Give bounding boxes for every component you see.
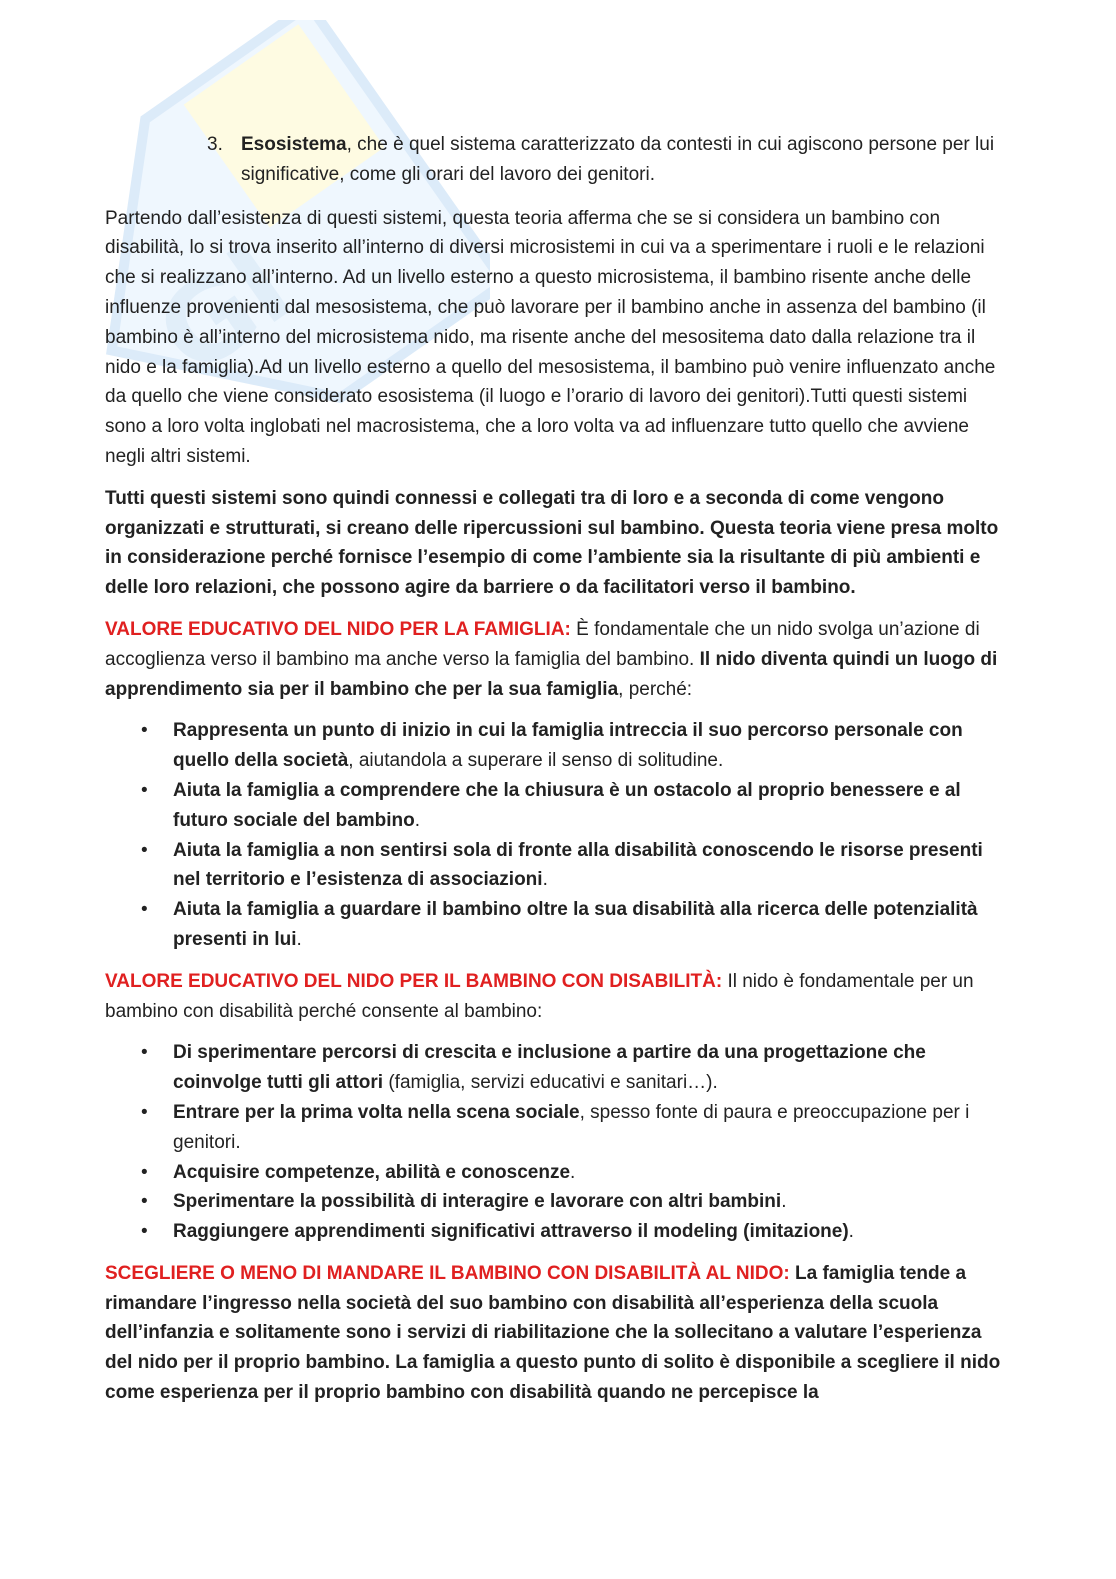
section-famiglia-intro <box>105 615 1005 704</box>
list-item <box>105 895 1005 955</box>
list-item <box>105 1187 1005 1217</box>
paragraph-systems: Partendo dall’esistenza di questi sistemi, questa teoria afferma che se si considera un bambino con disabilità, lo si trova inserito all’interno di diversi microsistemi in cui va a sperimentare i ruoli e le relazioni che si realizzano all’interno. Ad un livello esterno a questo microsistema, il bambino risente anche delle influenze provenienti dal mesosistema, che può lavorare per il bambino anche in assenza del bambino (il bambino è all’interno del microsistema nido, ma risente anche del mesositema dato dalla relazione tra il nido e la famiglia).Ad un livello esterno a quello del mesosistema, il bambino può venire influenzato anche da quello che viene considerato esosistema (il luogo e l’orario di lavoro dei genitori).Tutti questi sistemi sono a loro volta inglobati nel macrosistema, che a loro volta va ad influenzare tutto quello che avviene negli altri sistemi. <box>105 207 996 467</box>
bullet-bold: Acquisire competenze, abilità e conoscenze <box>173 1161 571 1183</box>
bambino-intro-text: Il nido è fondamentale per un bambino con disabilità perché consente al bambino: <box>105 970 974 1022</box>
scegliere-text: La famiglia tende a rimandare l’ingresso nella società del suo bambino con disabilità all’esperienza della scuola dell’infanzia e solitamente sono i servizi di riabilitazione che la sollecitano a valutare l’esperienza del nido per il proprio bambino. La famiglia a questo punto di solito è disponibile a scegliere il nido come esperienza per il proprio bambino con disabilità quando ne percepisce la <box>105 1262 1001 1404</box>
bullet-rest: . <box>781 1191 787 1213</box>
bullet-rest: , aiutandola a superare il senso di solitudine. <box>348 750 724 772</box>
list-item <box>105 1217 1005 1247</box>
list-item <box>105 1098 1005 1158</box>
bullet-bold: Aiuta la famiglia a guardare il bambino oltre la sua disabilità alla ricerca delle potenzialità presenti in lui <box>173 899 978 950</box>
bullet-rest: . <box>296 928 302 950</box>
term-definition: , che è quel sistema caratterizzato da contesti in cui agiscono persone per lui significative, come gli orari del lavoro dei genitori. <box>241 134 995 185</box>
bullet-rest: , spesso fonte di paura e preoccupazione per i genitori. <box>173 1101 970 1153</box>
list-item <box>105 836 1005 896</box>
bambino-bullet-list <box>105 1038 1005 1247</box>
bullet-bold: Sperimentare la possibilità di interagire e lavorare con altri bambini <box>173 1191 782 1213</box>
section-heading-bambino: VALORE EDUCATIVO DEL NIDO PER IL BAMBINO CON DISABILITÀ: <box>105 970 723 992</box>
famiglia-bullet-list <box>105 716 1005 954</box>
bullet-rest: . <box>414 809 421 831</box>
document-page <box>105 130 1005 1420</box>
list-item <box>105 1038 1005 1098</box>
bullet-rest: . <box>570 1161 576 1183</box>
bullet-bold: Aiuta la famiglia a non sentirsi sola di fronte alla disabilità conoscendo le risorse presenti nel territorio e l’esistenza di associazioni <box>173 839 983 891</box>
famiglia-intro-end: , perché: <box>618 678 693 700</box>
bullet-rest: (famiglia, servizi educativi e sanitari…). <box>383 1072 718 1094</box>
bullet-rest: . <box>542 869 548 891</box>
svg-text:Gl: Gl <box>134 222 313 401</box>
bullet-bold: Aiuta la famiglia a comprendere che la chiusura è un ostacolo al proprio benessere e al futuro sociale del bambino <box>173 779 961 831</box>
section-bambino-intro <box>105 967 1005 1027</box>
section-scegliere <box>105 1259 1005 1408</box>
bullet-bold: Entrare per la prima volta nella scena sociale <box>173 1101 580 1123</box>
list-item <box>105 776 1005 836</box>
list-number: 3. <box>207 134 223 155</box>
section-heading-famiglia: VALORE EDUCATIVO DEL NIDO PER LA FAMIGLIA: <box>105 618 571 640</box>
famiglia-intro-bold: Il nido diventa quindi un luogo di apprendimento sia per il bambino che per la sua famiglia <box>105 648 998 700</box>
list-item <box>105 1158 1005 1188</box>
bullet-bold: Di sperimentare percorsi di crescita e inclusione a partire da una progettazione che coinvolge tutti gli attori <box>173 1042 926 1094</box>
list-item <box>105 716 1005 776</box>
summary-bold-text: Tutti questi sistemi sono quindi connessi e collegati tra di loro e a seconda di come vengono organizzati e strutturati, si creano delle ripercussioni sul bambino. Questa teoria viene presa molto in considerazione perché fornisce l’esempio di come l’ambiente sia la risultante di più ambienti e delle loro relazioni, che possono agire da barriere o da facilitatori verso il bambino. <box>105 487 999 599</box>
bullet-bold: Rappresenta un punto di inizio in cui la famiglia intreccia il suo percorso personale con quello della società <box>173 720 963 772</box>
term-esosistema: Esosistema <box>241 134 347 155</box>
paragraph-summary <box>105 484 1005 603</box>
bullet-bold: Raggiungere apprendimenti significativi attraverso il modeling (imitazione) <box>173 1221 849 1243</box>
bullet-rest: . <box>848 1221 854 1243</box>
numbered-list-item <box>105 130 1005 190</box>
section-heading-scegliere: SCEGLIERE O MENO DI MANDARE IL BAMBINO CON DISABILITÀ AL NIDO: <box>105 1262 790 1284</box>
famiglia-intro-text: È fondamentale che un nido svolga un’azione di accoglienza verso il bambino ma anche verso la famiglia del bambino. <box>105 618 980 670</box>
